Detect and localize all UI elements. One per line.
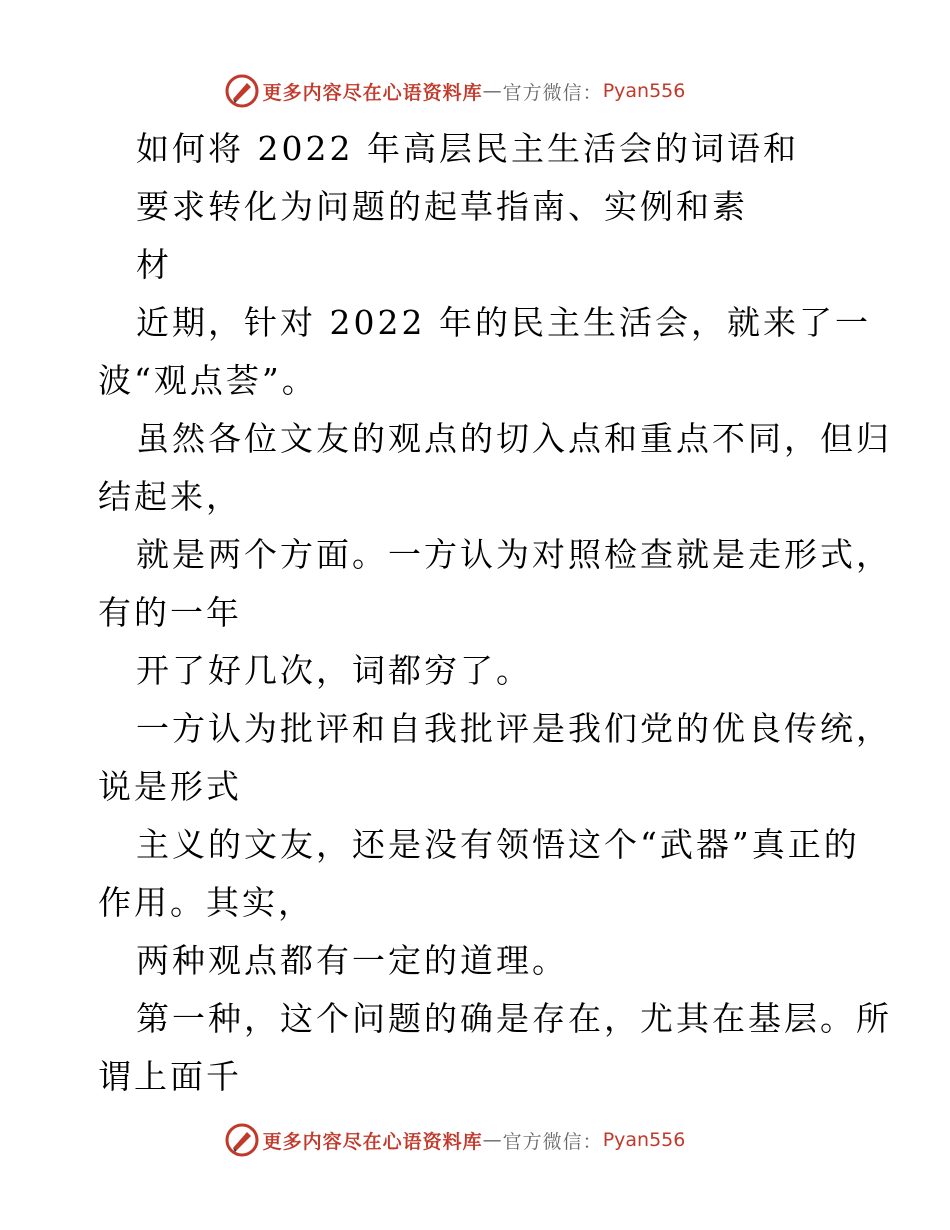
text-line: 开了好几次，词都穷了。 bbox=[136, 651, 532, 690]
text-line: 作用。其实， bbox=[98, 883, 314, 922]
watermark-official-label: 官方微信： bbox=[502, 81, 603, 104]
text-line: 虽然各位文友的观点的切入点和重点不同，但归 bbox=[136, 419, 892, 458]
footer-watermark bbox=[0, 1120, 950, 1160]
watermark-official-label: 官方微信： bbox=[502, 1130, 603, 1153]
header-watermark bbox=[0, 71, 950, 111]
text-line: 材 bbox=[136, 245, 172, 284]
text-line: 说是形式 bbox=[98, 767, 242, 806]
watermark-main-text: 更多内容尽在心语资料库 bbox=[262, 81, 483, 104]
watermark-dash: — bbox=[482, 1129, 503, 1151]
watermark-wechat-id: Pyan556 bbox=[602, 80, 686, 102]
watermark-wechat-id: Pyan556 bbox=[602, 1129, 686, 1151]
text-line: 就是两个方面。一方认为对照检查就是走形式， bbox=[136, 535, 892, 574]
text-line: 结起来， bbox=[98, 477, 242, 516]
document-body bbox=[98, 120, 892, 1106]
text-line: 如何将 2022 年高层民主生活会的词语和 bbox=[136, 129, 799, 168]
text-line: 波“观点荟”。 bbox=[98, 361, 318, 400]
text-line: 一方认为批评和自我批评是我们党的优良传统， bbox=[136, 709, 892, 748]
text-line: 有的一年 bbox=[98, 593, 242, 632]
pen-logo-icon bbox=[225, 74, 259, 108]
text-line: 近期，针对 2022 年的民主生活会，就来了一 bbox=[136, 303, 871, 342]
watermark-dash: — bbox=[482, 80, 503, 102]
text-line: 要求转化为问题的起草指南、实例和素 bbox=[136, 187, 748, 226]
pen-logo-icon bbox=[225, 1123, 259, 1157]
text-line: 两种观点都有一定的道理。 bbox=[136, 941, 568, 980]
watermark-main-text: 更多内容尽在心语资料库 bbox=[262, 1130, 483, 1153]
text-line: 第一种，这个问题的确是存在，尤其在基层。所 bbox=[136, 999, 892, 1038]
text-line: 谓上面千 bbox=[98, 1057, 242, 1096]
text-line: 主义的文友，还是没有领悟这个“武器”真正的 bbox=[136, 825, 860, 864]
